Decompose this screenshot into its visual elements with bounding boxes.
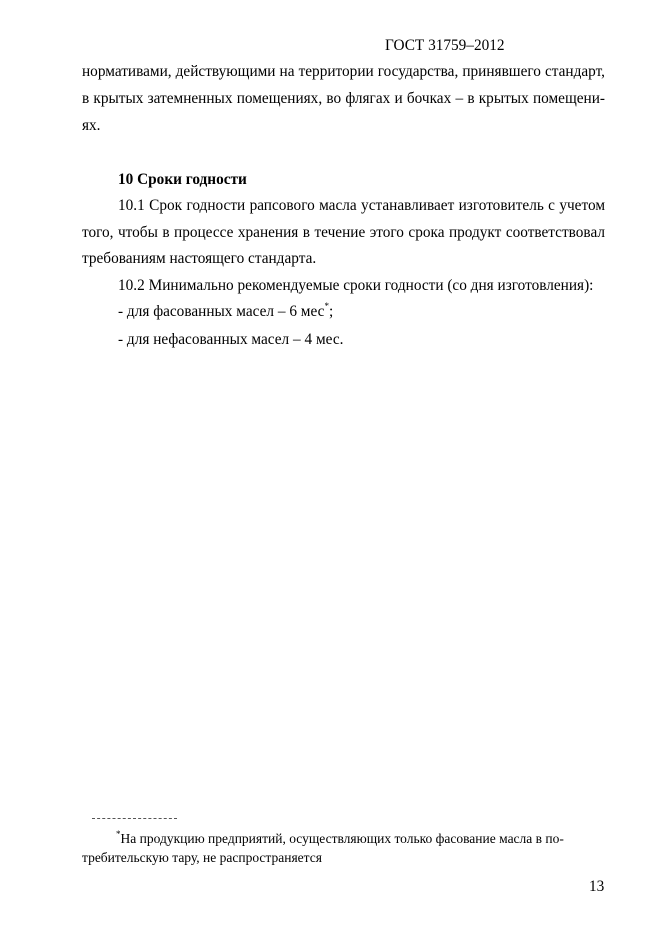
document-header: ГОСТ 31759–2012 (385, 37, 505, 54)
footnote-line (116, 830, 564, 848)
paragraph-line: требованиям настоящего стандарта. (82, 250, 317, 267)
paragraph-10-2: 10.2 Минимально рекомендуемые сроки годности (со дня изготовления): (118, 277, 594, 294)
section-heading: 10 Сроки годности (118, 171, 247, 188)
list-item-punct: ; (328, 303, 334, 320)
list-item: - для нефасованных масел – 4 мес. (118, 331, 344, 348)
footnote-separator (92, 818, 177, 819)
footnote-text: На продукцию предприятий, осуществляющих только фасование масла в по- (120, 831, 564, 846)
paragraph-line: того, чтобы в процессе хранения в течение этого срока продукт соответствовал (82, 224, 605, 241)
footnote-line: требительскую тару, не распространяется (82, 850, 322, 865)
list-item (118, 302, 333, 322)
body-line: нормативами, действующими на территории государства, принявшего стандарт, (82, 63, 605, 80)
list-item-text: - для фасованных масел – 6 мес (118, 303, 325, 320)
page-number: 13 (589, 878, 605, 895)
footnote-mark: * (116, 829, 121, 839)
footnote-ref: * (324, 301, 329, 311)
body-line: ях. (82, 117, 101, 134)
body-line: в крытых затемненных помещениях, во флягах и бочках – в крытых помещени- (82, 90, 605, 107)
paragraph-line: 10.1 Срок годности рапсового масла устанавливает изготовитель с учетом (118, 197, 605, 214)
